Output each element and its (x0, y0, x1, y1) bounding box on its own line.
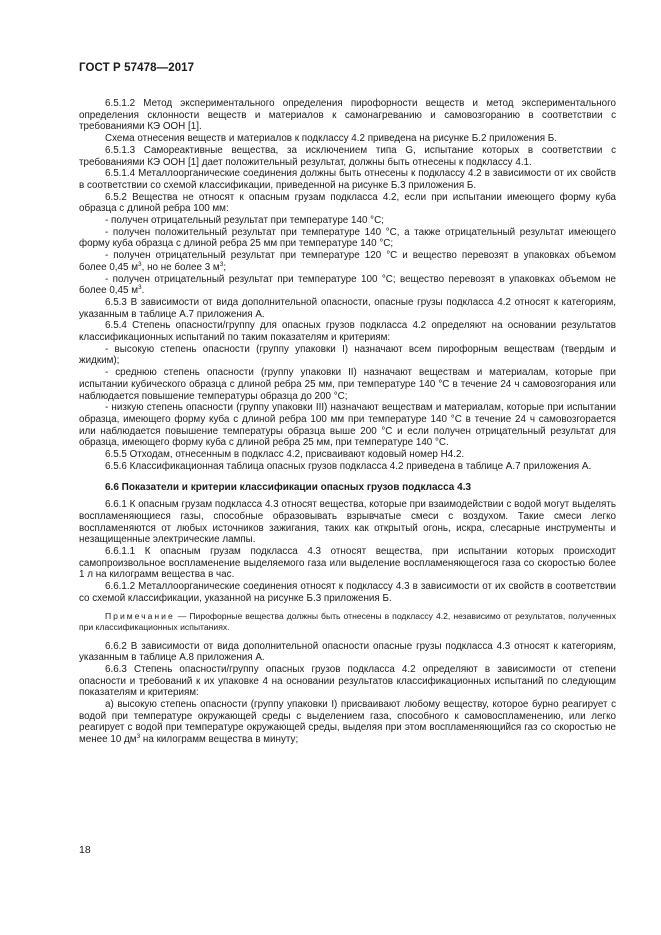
list-item: - получен положительный результат при температуре 140 °С, а также отрицательный результат имеющего форму куба образца с длиной ребра 25 мм при температуре 140 °С; (79, 226, 616, 250)
paragraph: 6.5.4 Степень опасности/группу для опасных грузов подкласса 4.2 определяют на основании результатов классификационных испытаний по таким показателям и критериям: (79, 320, 616, 344)
paragraph: 6.5.1.2 Метод экспериментального определения пирофорности веществ и метод экспериментального определения склонности веществ и материалов к самонагреванию и самовозгоранию в соответствии с требованиями КЭ ООН [1]. (79, 98, 616, 133)
paragraph: 6.5.6 Классификационная таблица опасных грузов подкласса 4.2 приведена в таблице А.7 приложения А. (105, 460, 592, 472)
note-text: — Пирофорные вещества должны быть отнесены в подклассу 4.2, независимо от результатов, полученных при классификационных испытаниях. (79, 610, 616, 632)
paragraph: 6.5.3 В зависимости от вида дополнительной опасности, опасные грузы подкласса 4.2 относят к категориям, указанным в таблице А.7 приложения А. (79, 296, 616, 320)
list-item: - высокую степень опасности (группу упаковки I) назначают всем пирофорным веществам (твердым и жидким); (79, 343, 616, 367)
paragraph: 6.6.1 К опасным грузам подкласса 4.3 относят вещества, которые при взаимодействии с водой могут выделять воспламеняющиеся газы, способные образовывать взрывчатые смеси с воздухом. Такие смеси легко воспламеняются от любых источников зажигания, таких как открытый огонь, искра, слесарные инструменты и незащищенные электрические лампы. (79, 499, 616, 546)
list-item: а) высокую степень опасности (группу упаковки I) присваивают любому веществу, которое бурно реагирует с водой при температуре окружающей среды с выделением газа, способного к самовоспламенению, или легко реагирует с водой при температуре окружающей среды, выделяя при этом воспламеняющийся газ со скоростью не менее 10 $дм^3$ на килограмм вещества в минуту; (79, 699, 616, 746)
paragraph: Схема отнесения веществ и материалов к подклассу 4.2 приведена на рисунке Б.2 приложения Б. (105, 133, 557, 145)
list-item: - получен отрицательный результат при температуре 100 °С; вещество перевозят в упаковках объемом не более 0,45 $м^3$. (79, 273, 616, 297)
note-label: Примечание (105, 610, 175, 621)
paragraph: 6.5.2 Вещества не относят к опасным грузам подкласса 4.2, если при испытании имеющего форму куба образца с длиной ребра 100 мм: (79, 191, 616, 215)
page-number: 18 (79, 844, 91, 856)
paragraph: 6.6.2 В зависимости от вида дополнительной опасности опасные грузы подкласса 4.3 относят к категориям, указанным в таблице А.8 приложения А. (79, 640, 616, 664)
paragraph: 6.5.1.3 Самореактивные вещества, за исключением типа G, испытание которых в соответствии с требованиями КЭ ООН [1] дает положительный результат, должны быть отнесены к подклассу 4.1. (79, 144, 616, 168)
section-heading: 6.6 Показатели и критерии классификации опасных грузов подкласса 4.3 (105, 481, 472, 493)
paragraph: 6.6.3 Степень опасности/группу опасных грузов подкласса 4.2 определяют в зависимости от степени опасности и требований к их упаковке 4 на основании результатов классификационных испытаний по следующим показателям и критериям: (79, 663, 616, 699)
paragraph: 6.6.1.2 Металлоорганические соединения относят к подклассу 4.3 в зависимости от их свойств в соответствии со схемой классификации, указанной на рисунке Б.3 приложения Б. (79, 581, 616, 604)
list-item: - среднюю степень опасности (группу упаковки II) назначают веществам и материалам, которые при испытании кубического образца с длиной ребра 25 мм, при температуре 140 °С в течение 24 ч самовозгорания или наблюдается повышение температуры образца до 200 °С; (79, 367, 616, 402)
paragraph: 6.5.5 Отходам, отнесенным в подкласс 4.2, присваивают кодовый номер Н4.2. (105, 449, 465, 461)
note (79, 611, 616, 633)
paragraph: 6.6.1.1 К опасным грузам подкласса 4.3 относят вещества, при испытании которых происходит самопроизвольное воспламенение выделяемого газа или выделение воспламеняющегося газа со скоростью более 1 л на килограмм вещества в час. (79, 546, 616, 581)
document-header: ГОСТ Р 57478—2017 (79, 62, 195, 74)
list-item: - низкую степень опасности (группу упаковки III) назначают веществам и материалам, которые при испытании образца, имеющего форму куба с длиной ребра 100 мм при температуре 140 °С в течение 24 ч самовозгорается или наблюдается повышение температуры образца выше 200 °С и если получен отрицательный результат для образца, имеющего форму куба с длиной ребра 25 мм, при температуре 140 °С. (79, 402, 616, 449)
list-item: - получен отрицательный результат при температуре 120 °С и вещество перевозят в упаковках объемом более 0,45 $м^3$, но не более 3 $м^3$; (79, 250, 616, 273)
document-body (79, 98, 616, 746)
list-item: - получен отрицательный результат при температуре 140 °С; (105, 215, 384, 227)
paragraph: 6.5.1.4 Металлоорганические соединения должны быть отнесены к подклассу 4.2 в зависимости от их свойств в соответствии со схемой классификации, приведенной на рисунке Б.3 приложения Б. (79, 168, 616, 191)
